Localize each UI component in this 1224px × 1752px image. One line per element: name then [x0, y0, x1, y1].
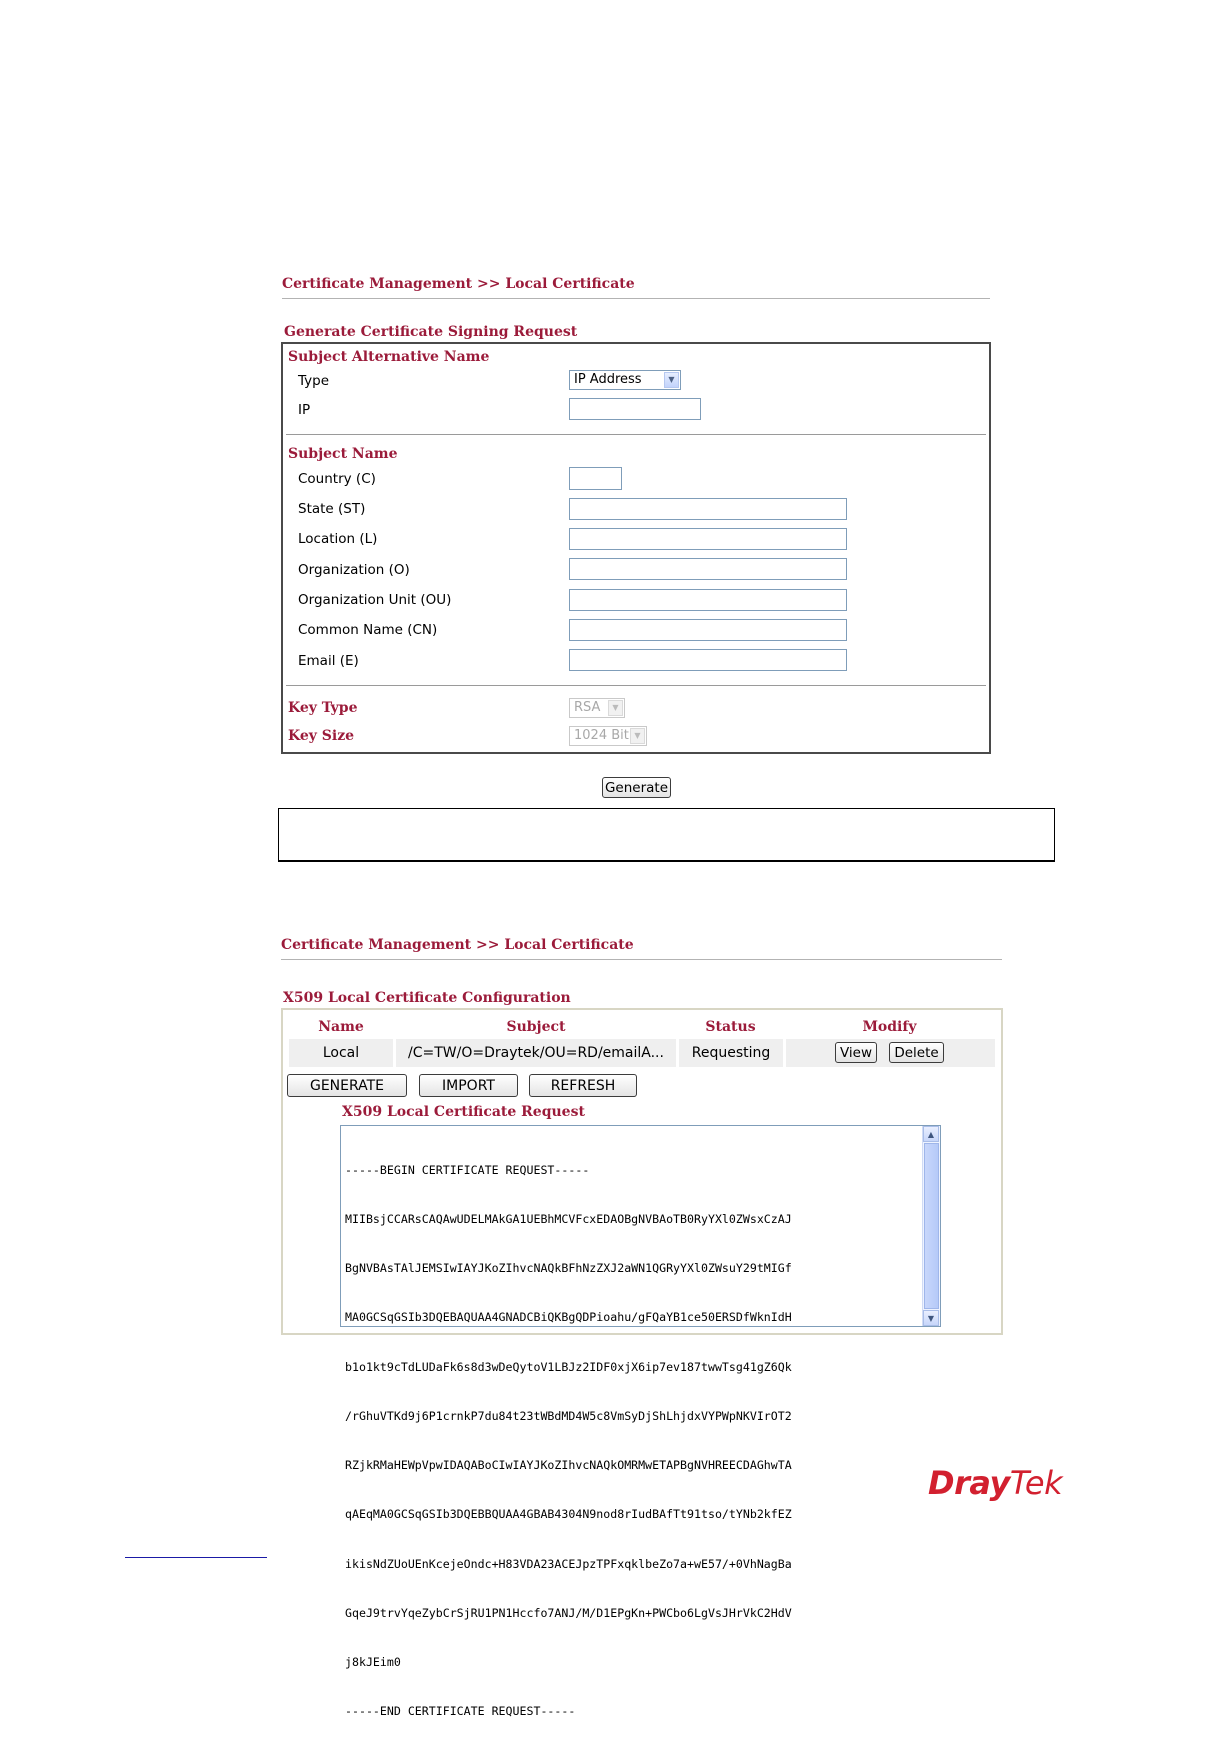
config-title: X509 Local Certificate Configuration [283, 990, 571, 1006]
san-title: Subject Alternative Name [288, 349, 490, 365]
scroll-thumb[interactable] [924, 1143, 939, 1309]
breadcrumb-divider [281, 959, 1002, 960]
key-size-label: Key Size [288, 728, 355, 744]
scroll-down-icon[interactable]: ▼ [923, 1310, 939, 1326]
breadcrumb: Certificate Management >> Local Certificate [281, 937, 634, 953]
csr-line: RZjkRMaHEWpVpwIDAQABoCIwIAYJKoZIhvcNAQkOMRMwETAPBgNVHREECDAGhwTA [345, 1458, 792, 1473]
common-name-label: Common Name (CN) [298, 622, 438, 638]
footer-rule [125, 1557, 267, 1558]
key-type-select[interactable] [569, 698, 625, 718]
state-label: State (ST) [298, 501, 366, 517]
view-button[interactable]: View [835, 1042, 877, 1063]
csr-line: /rGhuVTKd9j6P1crnkP7du84t23tWBdMD4W5c8VmSyDjShLhjdxVYPWpNKVIrOT2 [345, 1408, 792, 1423]
note-box [278, 808, 1055, 862]
country-input[interactable] [569, 467, 622, 490]
type-select-value: IP Address [574, 372, 642, 387]
logo-tek: Tek [1009, 1464, 1063, 1502]
col-header-modify: Modify [862, 1019, 917, 1035]
type-select[interactable] [569, 370, 681, 390]
breadcrumb: Certificate Management >> Local Certificate [282, 276, 635, 292]
generate-button[interactable]: Generate [602, 777, 671, 798]
csr-text [345, 1129, 792, 1752]
col-header-name: Name [318, 1019, 364, 1035]
import-button[interactable]: IMPORT [419, 1074, 518, 1097]
vertical-scrollbar[interactable] [922, 1126, 940, 1326]
org-unit-input[interactable] [569, 589, 847, 611]
location-label: Location (L) [298, 531, 378, 547]
csr-line: -----BEGIN CERTIFICATE REQUEST----- [345, 1162, 590, 1177]
ip-input[interactable] [569, 398, 701, 420]
col-header-subject: Subject [506, 1019, 566, 1035]
logo-dray: Dray [928, 1464, 1010, 1502]
csr-line: MA0GCSqGSIb3DQEBAQUAA4GNADCBiQKBgQDPioahu/gFQaYB1ce50ERSDfWknIdH [345, 1310, 792, 1325]
csr-line: b1o1kt9cTdLUDaFk6s8d3wDeQytoV1LBJz2IDF0xjX6ip7ev187twwTsg41gZ6Qk [345, 1359, 792, 1374]
email-input[interactable] [569, 649, 847, 671]
subject-title: Subject Name [288, 446, 398, 462]
generate-csr-button[interactable]: GENERATE [287, 1074, 407, 1097]
refresh-button[interactable]: REFRESH [529, 1074, 637, 1097]
chevron-down-icon: ▼ [664, 372, 679, 388]
breadcrumb-divider [282, 298, 990, 299]
type-label: Type [298, 373, 330, 389]
chevron-down-icon: ▼ [608, 700, 623, 716]
key-size-select[interactable] [569, 726, 647, 746]
section-divider [286, 685, 986, 686]
cell-status: Requesting [679, 1039, 783, 1067]
cell-name: Local [289, 1039, 393, 1067]
csr-line: BgNVBAsTAlJEMSIwIAYJKoZIhvcNAQkBFhNzZXJ2aWN1QGRyYXl0ZWsuY29tMIGf [345, 1261, 792, 1276]
delete-button[interactable]: Delete [889, 1042, 944, 1063]
section-divider [286, 434, 986, 435]
email-label: Email (E) [298, 653, 359, 669]
draytek-logo [928, 1464, 1062, 1502]
request-title: X509 Local Certificate Request [342, 1104, 585, 1120]
csr-line: -----END CERTIFICATE REQUEST----- [345, 1704, 576, 1719]
common-name-input[interactable] [569, 619, 847, 641]
form-title: Generate Certificate Signing Request [284, 324, 578, 340]
key-size-value: 1024 Bit [574, 728, 629, 743]
key-type-label: Key Type [288, 700, 358, 716]
scroll-up-icon[interactable]: ▲ [923, 1126, 939, 1142]
key-type-value: RSA [574, 700, 601, 715]
csr-line: ikisNdZUoUEnKcejeOndc+H83VDA23ACEJpzTPFxqklbeZo7a+wE57/+0VhNagBa [345, 1556, 792, 1571]
csr-line: GqeJ9trvYqeZybCrSjRU1PN1Hccfo7ANJ/M/D1EPgKn+PWCbo6LgVsJHrVkC2HdV [345, 1605, 792, 1620]
organization-label: Organization (O) [298, 562, 410, 578]
country-label: Country (C) [298, 471, 376, 487]
col-header-status: Status [705, 1019, 756, 1035]
cell-subject: /C=TW/O=Draytek/OU=RD/emailA... [396, 1039, 676, 1067]
location-input[interactable] [569, 528, 847, 550]
org-unit-label: Organization Unit (OU) [298, 592, 452, 608]
csr-line: j8kJEim0 [345, 1655, 401, 1669]
csr-line: qAEqMA0GCSqGSIb3DQEBBQUAA4GBAB4304N9nod8rIudBAfTt91tso/tYNb2kfEZ [345, 1507, 792, 1522]
organization-input[interactable] [569, 558, 847, 580]
csr-line: MIIBsjCCARsCAQAwUDELMAkGA1UEBhMCVFcxEDAOBgNVBAoTB0RyYXl0ZWsxCzAJ [345, 1212, 792, 1227]
chevron-down-icon: ▼ [630, 728, 645, 744]
csr-textarea[interactable] [340, 1125, 941, 1719]
state-input[interactable] [569, 498, 847, 520]
ip-label: IP [298, 402, 311, 418]
